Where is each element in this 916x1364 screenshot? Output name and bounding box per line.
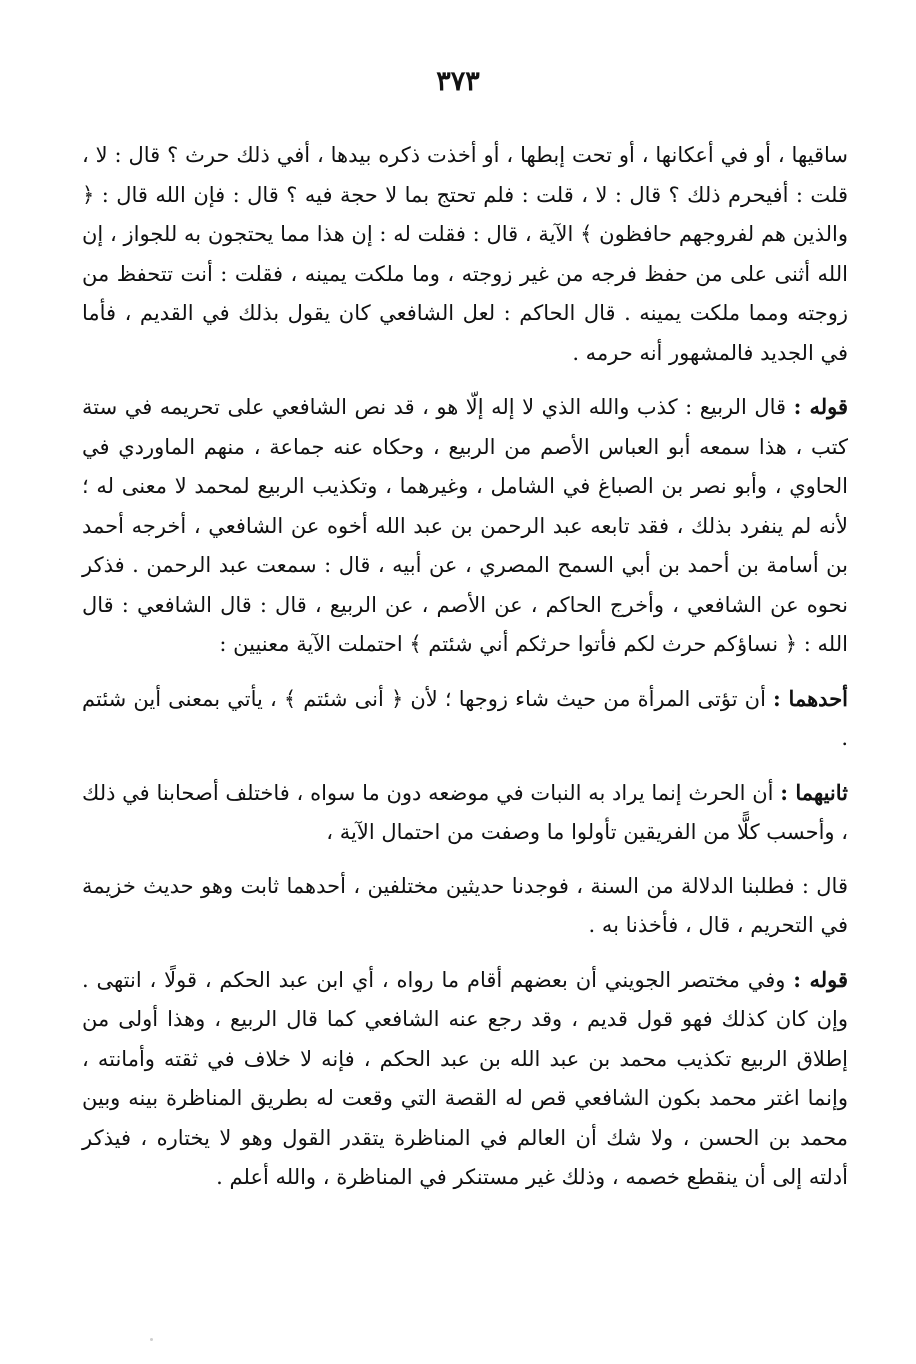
paragraph-5 bbox=[82, 867, 848, 946]
paragraph-text: أن الحرث إنما يراد به النبات في موضعه دون ما سواه ، فاختلف أصحابنا في ذلك ، وأحسب كلًّا من الفريقين تأولوا ما وصفت من احتمال الآية ، bbox=[82, 780, 848, 844]
page-body bbox=[82, 136, 848, 1198]
print-speck bbox=[150, 1338, 153, 1341]
paragraph-text: وفي مختصر الجويني أن بعضهم أقام ما رواه ، أي ابن عبد الحكم ، قولًا ، انتهى . وإن كان كذلك فهو قول قديم ، وقد رجع عنه الشافعي كما قال الربيع ، وهذا أولى من إطلاق الربيع تكذيب محمد بن عبد الله بن عبد الحكم ، فإنه لا خلاف في ثقته وأمانته ، وإنما اغتر محمد بكون الشافعي قص له القصة التي وقعت له بطريق المناظرة بينه وبين محمد بن الحسن ، ولا شك أن العالم في المناظرة يتقدر القول وهو لا يختاره ، فيذكر أدلته إلى أن ينقطع خصمه ، وذلك غير مستنكر في المناظرة ، والله أعلم . bbox=[82, 967, 848, 1189]
paragraph-text: أن تؤتى المرأة من حيث شاء زوجها ؛ لأن ﴿ أنى شئتم ﴾ ، يأتي بمعنى أين شئتم . bbox=[82, 686, 848, 750]
paragraph-lead: ثانيهما : bbox=[780, 779, 848, 805]
paragraph-text: قال : فطلبنا الدلالة من السنة ، فوجدنا حديثين مختلفين ، أحدهما ثابت وهو حديث خزيمة في التحريم ، قال ، فأخذنا به . bbox=[82, 873, 848, 937]
paragraph-4 bbox=[82, 773, 848, 853]
page-number: ٣٧٣ bbox=[436, 66, 480, 97]
paragraph-text: قال الربيع : كذب والله الذي لا إله إلّا هو ، قد نص الشافعي على تحريمه في ستة كتب ، هذا سمعه أبو العباس الأصم من الربيع ، وحكاه عنه جماعة ، منهم الماوردي في الحاوي ، وأبو نصر بن الصباغ في الشامل ، وغيرهما ، وتكذيب الربيع لمحمد لا معنى له ؛ لأنه لم ينفرد بذلك ، فقد تابعه عبد الرحمن بن عبد الله أخوه عن الشافعي ، أخرجه أحمد بن أسامة بن أحمد بن أبي السمح المصري ، عن أبيه ، قال : سمعت عبد الرحمن . فذكر نحوه عن الشافعي ، وأخرج الحاكم ، عن الأصم ، عن الربيع ، قال : قال الشافعي : قال الله : ﴿ نساؤكم حرث لكم فأتوا حرثكم أني شئتم ﴾ احتملت الآية معنيين : bbox=[82, 395, 848, 656]
paragraph-6 bbox=[82, 960, 848, 1198]
paragraph-lead: أحدهما : bbox=[773, 685, 849, 711]
paragraph-lead: قوله : bbox=[793, 394, 848, 419]
paragraph-text: ساقيها ، أو في أعكانها ، أو تحت إبطها ، أو أخذت ذكره بيدها ، أفي ذلك حرث ؟ قال : لا ، قلت : أفيحرم ذلك ؟ قال : لا ، قلت : فلم تحتج بما لا حجة فيه ؟ قال : فإن الله قال : ﴿ والذين هم لفروجهم حافظون ﴾ الآية ، قال : فقلت له : إن هذا مما يحتجون به للجواز ، إن الله أثنى على من حفظ فرجه من غير زوجته ، وما ملكت يمينه ، فقلت : أنت تتحفظ من زوجته ومما ملكت يمينه . قال الحاكم : لعل الشافعي كان يقول بذلك في القديم ، فأما في الجديد فالمشهور أنه حرمه . bbox=[82, 143, 848, 365]
paragraph-lead: قوله : bbox=[793, 966, 849, 992]
paragraph-2 bbox=[82, 387, 848, 665]
paragraph-3 bbox=[82, 679, 848, 759]
paragraph-1 bbox=[82, 136, 848, 373]
